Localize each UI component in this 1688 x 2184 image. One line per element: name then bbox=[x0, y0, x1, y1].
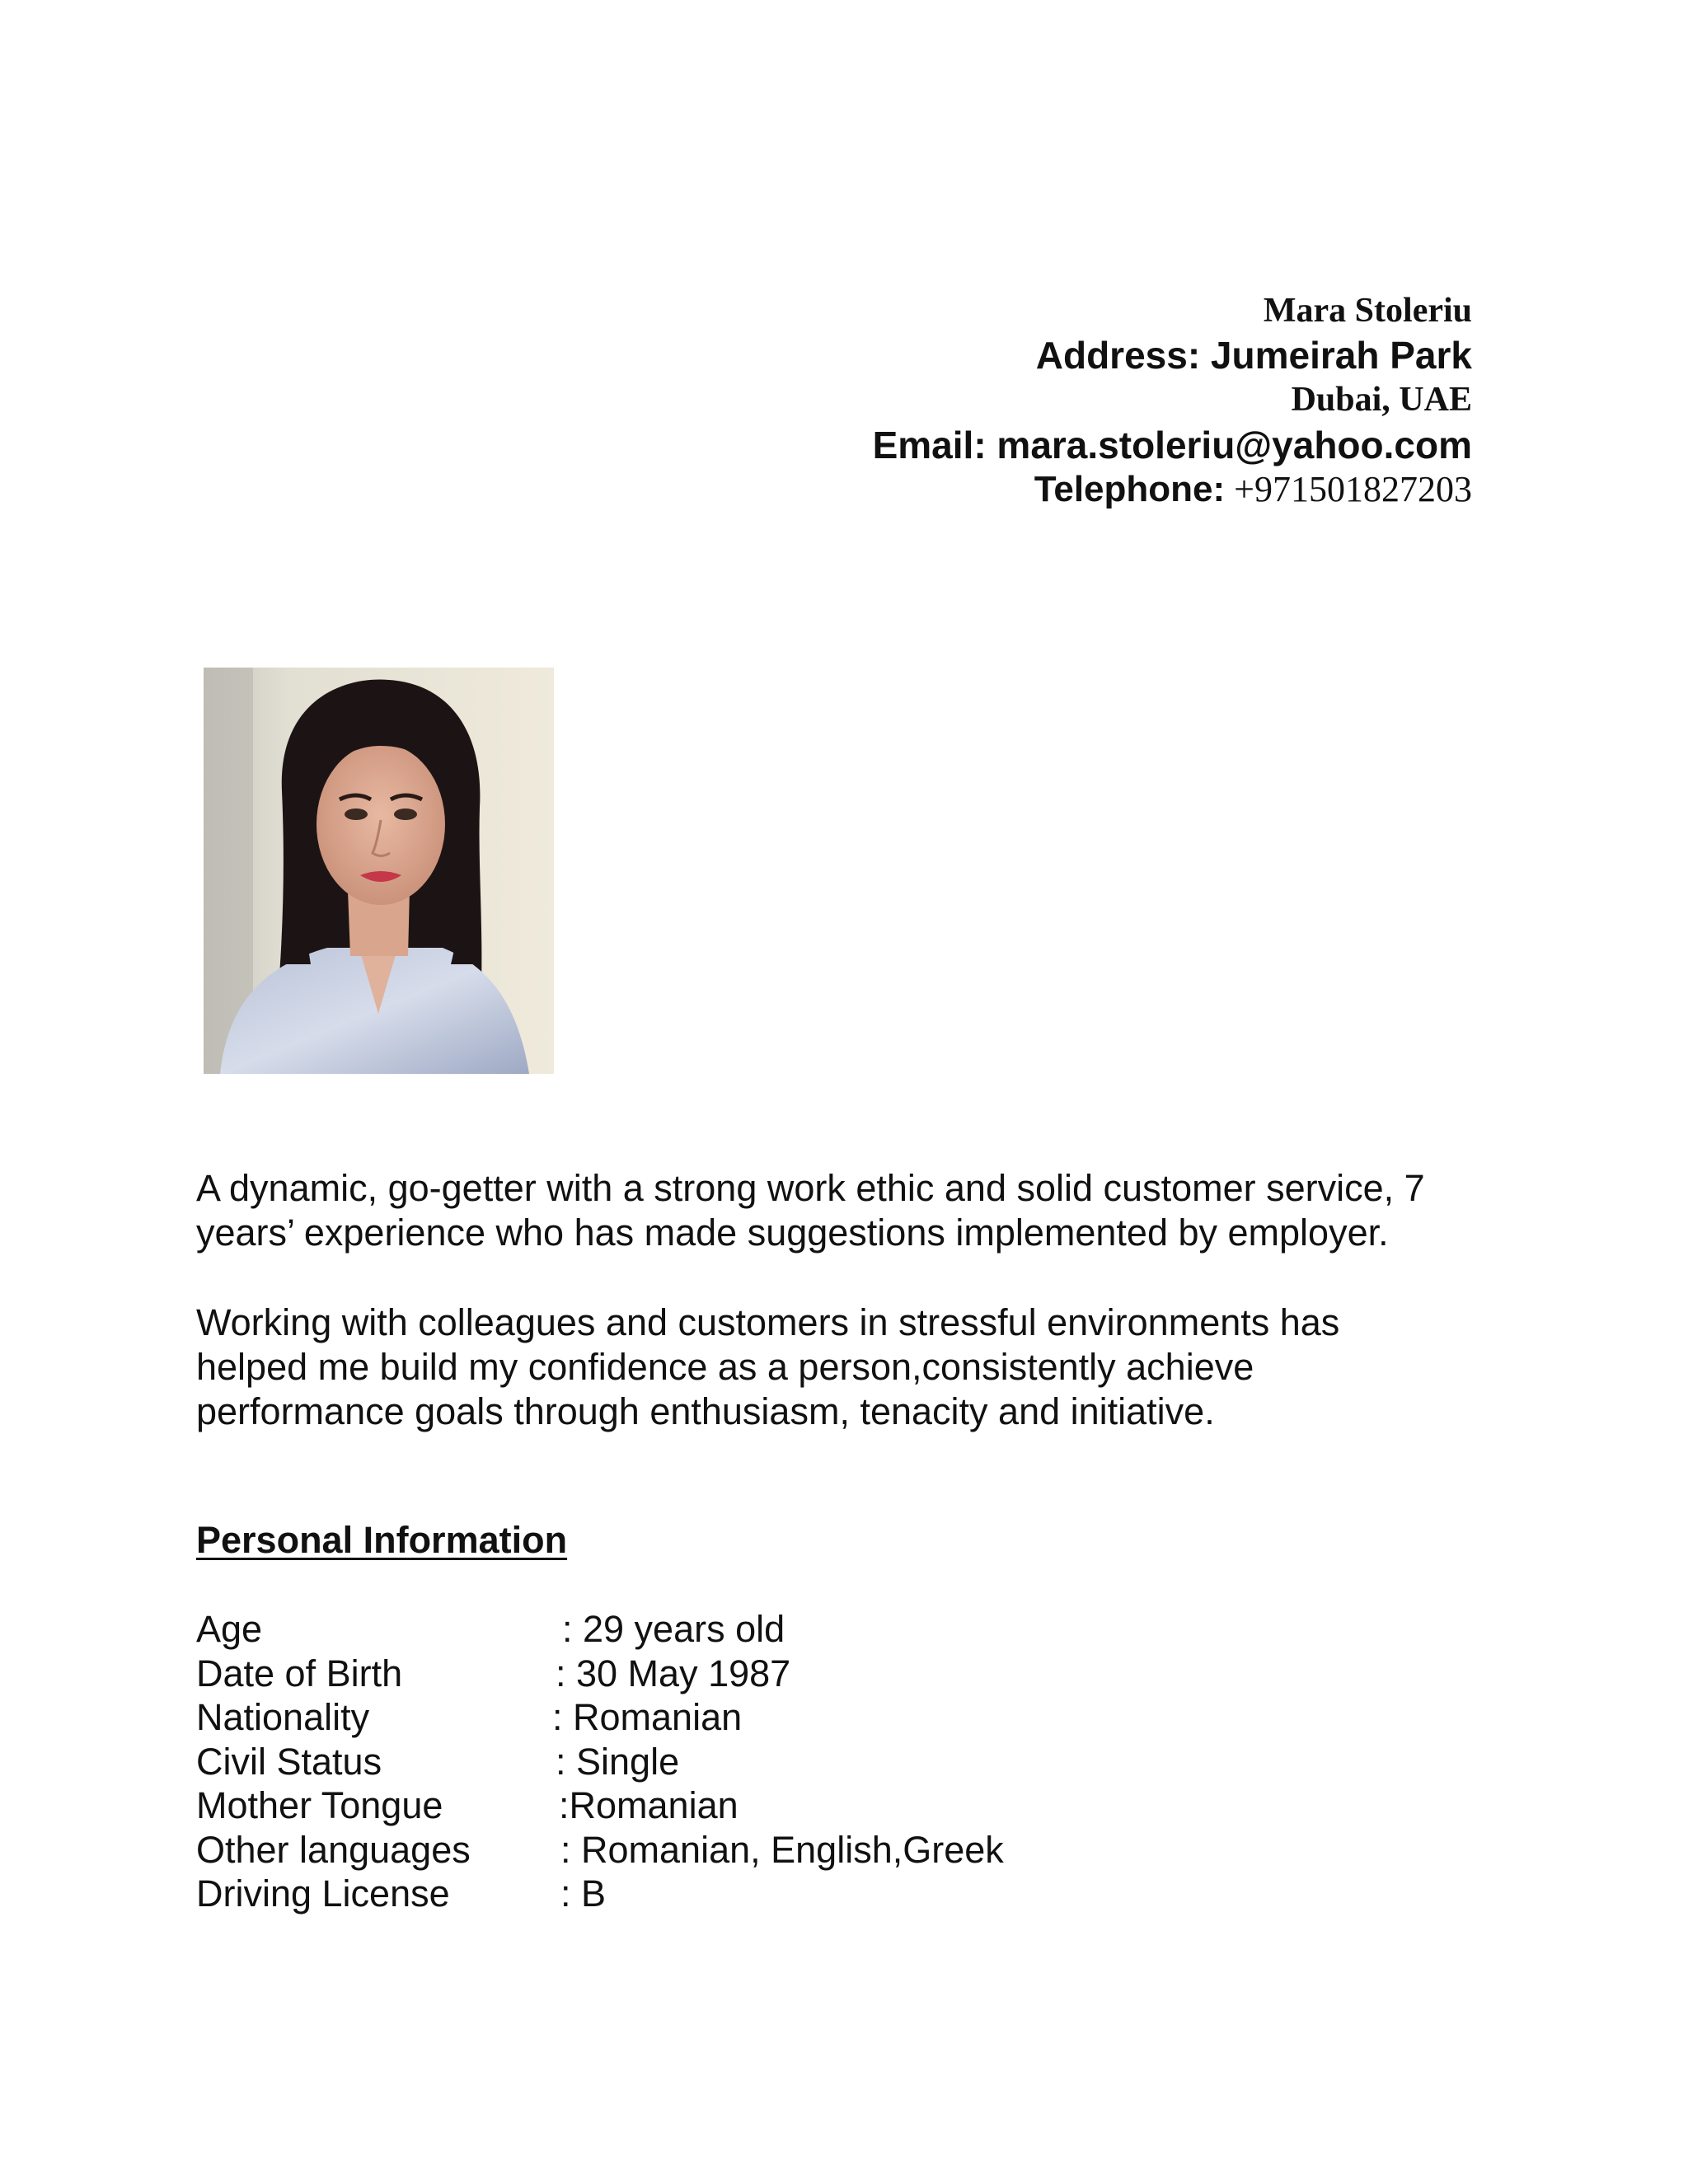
telephone-label: Telephone: bbox=[1034, 469, 1226, 509]
email: Email: mara.stoleriu@yahoo.com bbox=[872, 424, 1472, 466]
telephone-value: +971501827203 bbox=[1234, 469, 1472, 509]
info-value: :Romanian bbox=[559, 1784, 738, 1826]
info-value: : Single bbox=[556, 1740, 680, 1783]
info-label: Mother Tongue bbox=[196, 1784, 443, 1826]
info-label: Age bbox=[196, 1608, 263, 1650]
info-label: Nationality bbox=[196, 1696, 370, 1738]
info-value: : B bbox=[560, 1872, 607, 1915]
summary-paragraph-2 bbox=[196, 1301, 1482, 1434]
candidate-name: Mara Stoleriu bbox=[1263, 292, 1472, 330]
summary-line: A dynamic, go-getter with a strong work ethic and solid customer service, 7 bbox=[196, 1167, 1425, 1209]
info-value: : 30 May 1987 bbox=[556, 1652, 791, 1694]
personal-information-heading: Personal Information bbox=[196, 1519, 568, 1561]
info-label: Driving License bbox=[196, 1872, 450, 1915]
info-label: Civil Status bbox=[196, 1740, 382, 1783]
summary-line: Working with colleagues and customers in stressful environments has bbox=[196, 1301, 1340, 1343]
summary-line: helped me build my confidence as a person,consistently achieve bbox=[196, 1346, 1254, 1388]
summary-line: years’ experience who has made suggestions implemented by employer. bbox=[196, 1212, 1389, 1254]
info-value: : Romanian bbox=[552, 1696, 743, 1738]
address: Address: Jumeirah Park bbox=[1035, 334, 1472, 377]
profile-photo bbox=[204, 668, 554, 1074]
contact-header bbox=[648, 288, 1472, 511]
info-label: Other languages bbox=[196, 1828, 471, 1871]
info-value: : 29 years old bbox=[562, 1608, 785, 1650]
summary-paragraph-1 bbox=[196, 1166, 1482, 1255]
info-value: : Romanian, English,Greek bbox=[560, 1828, 1004, 1871]
telephone bbox=[648, 468, 1472, 511]
city: Dubai, UAE bbox=[1291, 381, 1472, 419]
info-label: Date of Birth bbox=[196, 1652, 403, 1694]
summary-line: performance goals through enthusiasm, tenacity and initiative. bbox=[196, 1390, 1215, 1432]
